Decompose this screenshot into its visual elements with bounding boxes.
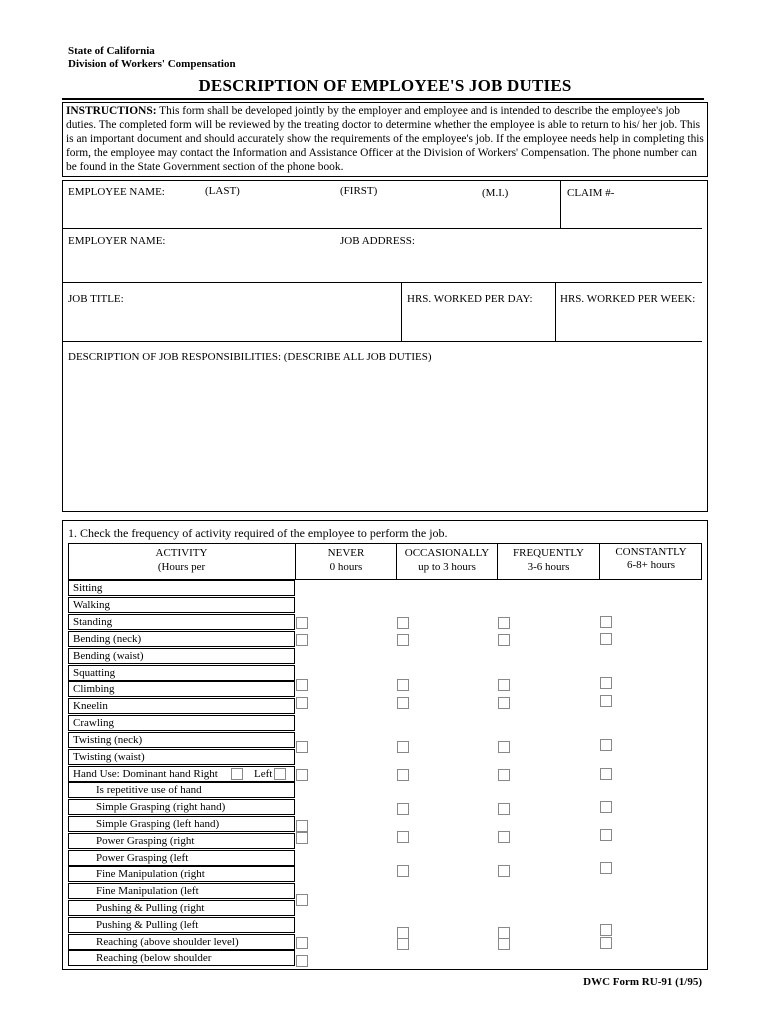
last-name-label: (LAST): [205, 185, 240, 197]
occasionally-checkbox[interactable]: [397, 938, 409, 950]
activity-row-squatting: Squatting: [68, 665, 295, 681]
activity-row-climbing: Climbing: [68, 681, 295, 697]
constantly-checkbox[interactable]: [600, 616, 612, 628]
middle-initial-label: (M.I.): [482, 187, 509, 199]
never-checkbox[interactable]: [296, 634, 308, 646]
column-header-occasionally: [397, 546, 497, 574]
frequently-checkbox[interactable]: [498, 803, 510, 815]
column-header-line: (Hours per: [157, 561, 206, 573]
column-header-line: FREQUENTLY: [512, 547, 584, 559]
activity-row-power-grasp-left: Power Grasping (left: [68, 850, 295, 866]
hrs-per-week-field[interactable]: [560, 308, 702, 338]
activity-row-reach-above: Reaching (above shoulder level): [68, 934, 295, 950]
instructions-label: INSTRUCTIONS:: [66, 105, 157, 117]
divider: [62, 282, 702, 283]
never-checkbox[interactable]: [296, 769, 308, 781]
constantly-checkbox[interactable]: [600, 633, 612, 645]
employee-name-field[interactable]: [68, 200, 556, 226]
occasionally-checkbox[interactable]: [397, 679, 409, 691]
divider: [555, 283, 556, 341]
dominant-left-checkbox[interactable]: [274, 768, 286, 780]
instructions-text: This form shall be developed jointly by the employer and employee and is intended to describe the employee's job duties. The completed form will be reviewed by the treating doctor to determine whether the employee is able to return to his/ her job. This is an important document and should accurately show the requirements of the employee's job. If the employee needs help in completing this form, the employee may contact the Information and Assistance Officer at the Division of Workers' Compensation. The phone number can be found in the State Government section of the phone book.: [66, 105, 704, 173]
activity-row-push-pull-right: Pushing & Pulling (right: [68, 900, 295, 916]
activity-row-walking: Walking: [68, 597, 295, 613]
job-description-field[interactable]: [68, 368, 702, 506]
activity-row-simple-grasp-right: Simple Grasping (right hand): [68, 799, 295, 815]
activity-row-hand-use: [68, 766, 295, 782]
frequently-checkbox[interactable]: [498, 617, 510, 629]
form-number: DWC Form RU-91 (1/95): [583, 976, 702, 988]
occasionally-checkbox[interactable]: [397, 697, 409, 709]
occasionally-checkbox[interactable]: [397, 769, 409, 781]
activity-row-crawling: Crawling: [68, 715, 295, 731]
occasionally-checkbox[interactable]: [397, 803, 409, 815]
occasionally-checkbox[interactable]: [397, 741, 409, 753]
column-header-line: ACTIVITY: [155, 547, 208, 559]
never-checkbox[interactable]: [296, 741, 308, 753]
frequently-checkbox[interactable]: [498, 831, 510, 843]
form-title: DESCRIPTION OF EMPLOYEE'S JOB DUTIES: [198, 76, 572, 95]
frequently-checkbox[interactable]: [498, 679, 510, 691]
divider: [560, 181, 561, 228]
never-checkbox[interactable]: [296, 617, 308, 629]
occasionally-checkbox[interactable]: [397, 617, 409, 629]
instructions: [66, 104, 706, 174]
constantly-checkbox[interactable]: [600, 677, 612, 689]
column-header-line: up to 3 hours: [418, 561, 476, 573]
constantly-checkbox[interactable]: [600, 829, 612, 841]
never-checkbox[interactable]: [296, 937, 308, 949]
activity-row-bending-neck: Bending (neck): [68, 631, 295, 647]
frequently-checkbox[interactable]: [498, 697, 510, 709]
never-checkbox[interactable]: [296, 894, 308, 906]
division-label: Division of Workers' Compensation: [68, 58, 236, 70]
constantly-checkbox[interactable]: [600, 739, 612, 751]
divider: [401, 283, 402, 341]
constantly-checkbox[interactable]: [600, 937, 612, 949]
job-title-label: JOB TITLE:: [68, 293, 124, 305]
job-address-label: JOB ADDRESS:: [340, 235, 415, 247]
constantly-checkbox[interactable]: [600, 862, 612, 874]
activity-row-kneeling: Kneelin: [68, 698, 295, 714]
activity-row-twisting-neck: Twisting (neck): [68, 732, 295, 748]
column-header-never: [296, 546, 396, 574]
activity-row-standing: Standing: [68, 614, 295, 630]
column-header-line: OCCASIONALLY: [404, 547, 490, 559]
hrs-per-week-label: HRS. WORKED PER WEEK:: [560, 293, 696, 305]
job-title-field[interactable]: [68, 308, 396, 338]
left-label: Left: [254, 768, 273, 780]
column-header-line: 0 hours: [329, 561, 363, 573]
column-header-frequently: [498, 546, 599, 574]
occasionally-checkbox[interactable]: [397, 865, 409, 877]
frequently-checkbox[interactable]: [498, 769, 510, 781]
activity-row-power-grasp-right: Power Grasping (right: [68, 833, 295, 849]
constantly-checkbox[interactable]: [600, 695, 612, 707]
hrs-per-day-field[interactable]: [406, 308, 550, 338]
frequently-checkbox[interactable]: [498, 741, 510, 753]
hand-use-label: Hand Use: Dominant hand Right: [73, 768, 218, 780]
never-checkbox[interactable]: [296, 697, 308, 709]
column-header-line: CONSTANTLY: [615, 546, 687, 558]
constantly-checkbox[interactable]: [600, 924, 612, 936]
activity-row-sitting: Sitting: [68, 580, 295, 596]
hrs-per-day-label: HRS. WORKED PER DAY:: [407, 293, 533, 305]
state-label: State of California: [68, 45, 155, 57]
divider: [62, 228, 702, 229]
job-description-label: DESCRIPTION OF JOB RESPONSIBILITIES: (DESCRIBE ALL JOB DUTIES): [68, 351, 432, 363]
never-checkbox[interactable]: [296, 955, 308, 967]
never-checkbox[interactable]: [296, 820, 308, 832]
frequently-checkbox[interactable]: [498, 865, 510, 877]
first-name-label: (FIRST): [340, 185, 378, 197]
column-header-line: NEVER: [327, 547, 365, 559]
column-header-activity: [68, 546, 295, 574]
never-checkbox[interactable]: [296, 832, 308, 844]
occasionally-checkbox[interactable]: [397, 634, 409, 646]
constantly-checkbox[interactable]: [600, 768, 612, 780]
activity-row-fine-manip-left: Fine Manipulation (left: [68, 883, 295, 899]
activity-row-push-pull-left: Pushing & Pulling (left: [68, 917, 295, 933]
employee-name-label: EMPLOYEE NAME:: [68, 186, 165, 198]
column-header-line: 6-8+ hours: [626, 559, 676, 571]
frequently-checkbox[interactable]: [498, 634, 510, 646]
activity-row-simple-grasp-left: Simple Grasping (left hand): [68, 816, 295, 832]
employer-name-field[interactable]: [68, 250, 336, 280]
job-address-field[interactable]: [340, 250, 702, 280]
column-header-line: 3-6 hours: [527, 561, 570, 573]
activity-row-repetitive-hand: Is repetitive use of hand: [68, 782, 295, 798]
title-rule: [62, 98, 704, 100]
frequently-checkbox[interactable]: [498, 938, 510, 950]
divider: [62, 341, 702, 342]
never-checkbox[interactable]: [296, 679, 308, 691]
activity-instruction: 1. Check the frequency of activity required of the employee to perform the job.: [68, 526, 448, 540]
employer-name-label: EMPLOYER NAME:: [68, 235, 166, 247]
claim-label: CLAIM #-: [567, 187, 615, 199]
activity-row-twisting-waist: Twisting (waist): [68, 749, 295, 765]
activity-row-reach-below: Reaching (below shoulder: [68, 950, 295, 966]
activity-row-bending-waist: Bending (waist): [68, 648, 295, 664]
column-header-constantly: [600, 546, 702, 572]
constantly-checkbox[interactable]: [600, 801, 612, 813]
occasionally-checkbox[interactable]: [397, 831, 409, 843]
claim-field[interactable]: [564, 200, 704, 226]
dominant-right-checkbox[interactable]: [231, 768, 243, 780]
activity-row-fine-manip-right: Fine Manipulation (right: [68, 866, 295, 882]
